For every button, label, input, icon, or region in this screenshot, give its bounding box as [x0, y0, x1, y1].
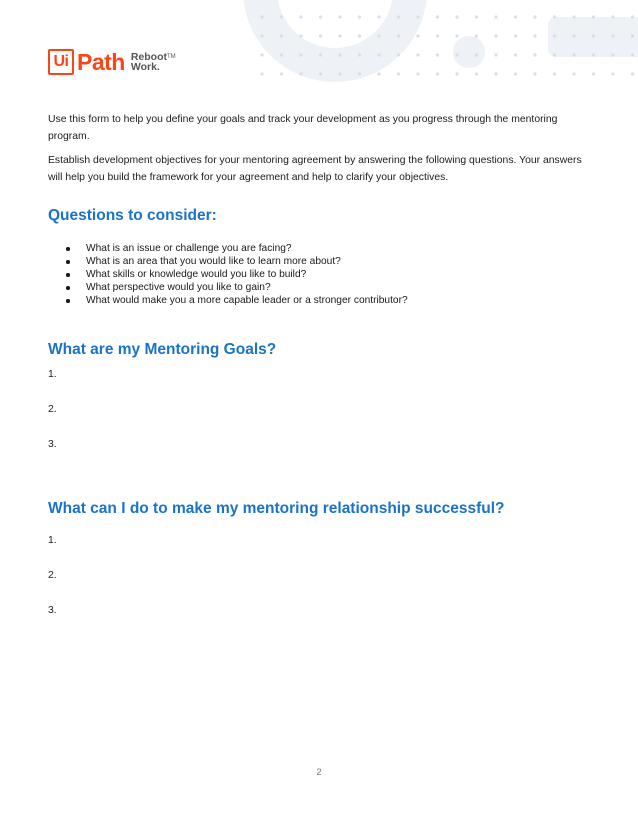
logo-trademark: TM: [167, 54, 176, 60]
success-number-1: 1.: [48, 535, 57, 546]
bullet-icon: [66, 273, 70, 277]
page-number: 2: [316, 767, 322, 778]
list-item: [66, 294, 408, 307]
uipath-logo: [48, 48, 176, 76]
goal-number-3: 3.: [48, 439, 57, 450]
goal-number-2: 2.: [48, 404, 57, 415]
logo-wordmark: Path: [77, 48, 125, 75]
logo-tagline-line2: Work.: [130, 61, 160, 73]
questions-heading: Questions to consider:: [48, 207, 217, 224]
list-item: [66, 281, 408, 294]
list-item-text: What is an area that you would like to learn more about?: [86, 256, 341, 267]
list-item-text: What skills or knowledge would you like to build?: [86, 269, 307, 280]
list-item-text: What is an issue or challenge you are facing?: [86, 243, 292, 254]
success-heading: What can I do to make my mentoring relationship successful?: [48, 500, 505, 517]
success-number-3: 3.: [48, 605, 57, 616]
list-item: [66, 268, 408, 281]
list-item-text: What would make you a more capable leader or a stronger contributor?: [86, 295, 408, 306]
bullet-icon: [66, 299, 70, 303]
list-item: [66, 255, 408, 268]
intro-paragraph-1: Use this form to help you define your goals and track your development as you progress through the mentoring program.: [48, 114, 558, 142]
questions-list: [66, 242, 408, 307]
success-number-2: 2.: [48, 570, 57, 581]
logo-tagline: [131, 52, 176, 72]
intro-paragraph-2: Establish development objectives for your mentoring agreement by answering the following questions. Your answers will help you build the framework for your agreement and help to clarify your objectives.: [48, 155, 582, 183]
goals-heading: What are my Mentoring Goals?: [48, 341, 277, 358]
list-item-text: What perspective would you like to gain?: [86, 282, 271, 293]
bullet-icon: [66, 260, 70, 264]
goal-number-1: 1.: [48, 369, 57, 380]
bullet-icon: [66, 286, 70, 290]
list-item: [66, 242, 408, 255]
logo-mark: Ui: [48, 49, 74, 75]
logo-tagline-line1: Reboot: [130, 51, 168, 63]
bullet-icon: [66, 247, 70, 251]
